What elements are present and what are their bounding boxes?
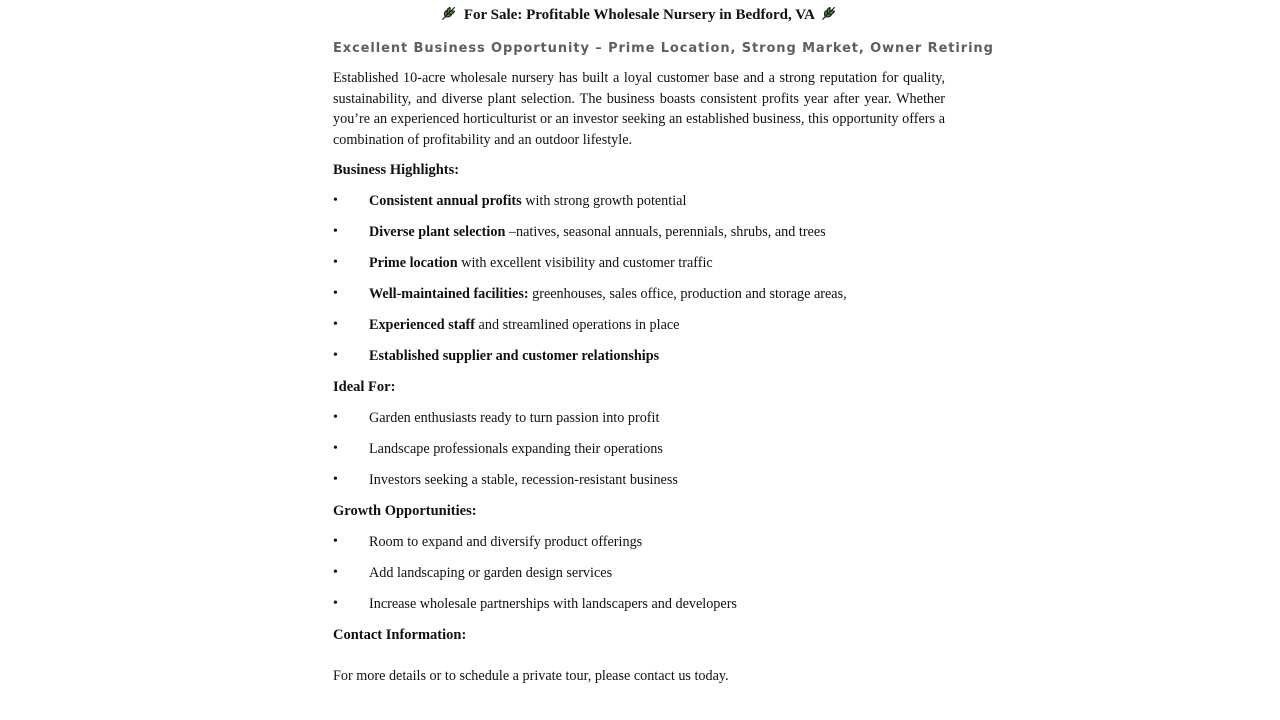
contact-heading: Contact Information: [333,627,467,643]
highlights-heading: Business Highlights: [333,162,460,178]
bullet: • [333,317,338,332]
document-body [333,0,994,686]
leaf-icon [440,4,458,22]
list-item: • Established supplier and customer relationships [333,348,660,364]
list-item: • Add landscaping or garden design services [333,565,613,581]
bullet: • [333,565,338,580]
bullet: • [333,534,338,549]
list-item: • Well-maintained facilities: greenhouses, sales office, production and storage areas, [333,286,847,302]
ideal-for-list [333,408,945,490]
highlights-list [333,191,945,366]
growth-heading: Growth Opportunities: [333,503,477,519]
list-item: • Diverse plant selection –natives, seasonal annuals, perennials, shrubs, and trees [333,224,826,240]
bullet: • [333,286,338,301]
bullet: • [333,410,338,425]
list-item: • Room to expand and diversify product offerings [333,534,643,550]
bullet: • [333,472,338,487]
bullet: • [333,224,338,239]
list-item: • Experienced staff and streamlined operations in place [333,317,680,333]
list-item: • Garden enthusiasts ready to turn passion into profit [333,410,660,426]
bullet: • [333,255,338,270]
list-item: • Landscape professionals expanding their operations [333,441,663,457]
subtitle: Excellent Business Opportunity – Prime Location, Strong Market, Owner Retiring [333,41,994,56]
list-item: • Investors seeking a stable, recession-resistant business [333,472,678,488]
page-title-text: For Sale: Profitable Wholesale Nursery in Bedford, VA [463,7,815,23]
bullet: • [333,596,338,611]
list-item: • Consistent annual profits with strong growth potential [333,193,687,209]
list-item: • Increase wholesale partnerships with landscapers and developers [333,596,737,612]
leaf-icon [820,4,838,22]
intro-paragraph: Established 10-acre wholesale nursery has built a loyal customer base and a strong reputation for quality, sustainability, and diverse plant selection. The business boasts consistent profits year after year. Whether you’re an experienced horticulturist or an investor seeking an established business, this opportunity offers a combination of profitability and an outdoor lifestyle. [333,70,945,148]
bullet: • [333,193,338,208]
ideal-for-heading: Ideal For: [333,379,396,395]
page-title [333,4,945,26]
contact-text: For more details or to schedule a private tour, please contact us today. [333,668,729,684]
bullet: • [333,348,338,363]
list-item: • Prime location with excellent visibility and customer traffic [333,255,713,271]
growth-list [333,532,945,614]
bullet: • [333,441,338,456]
